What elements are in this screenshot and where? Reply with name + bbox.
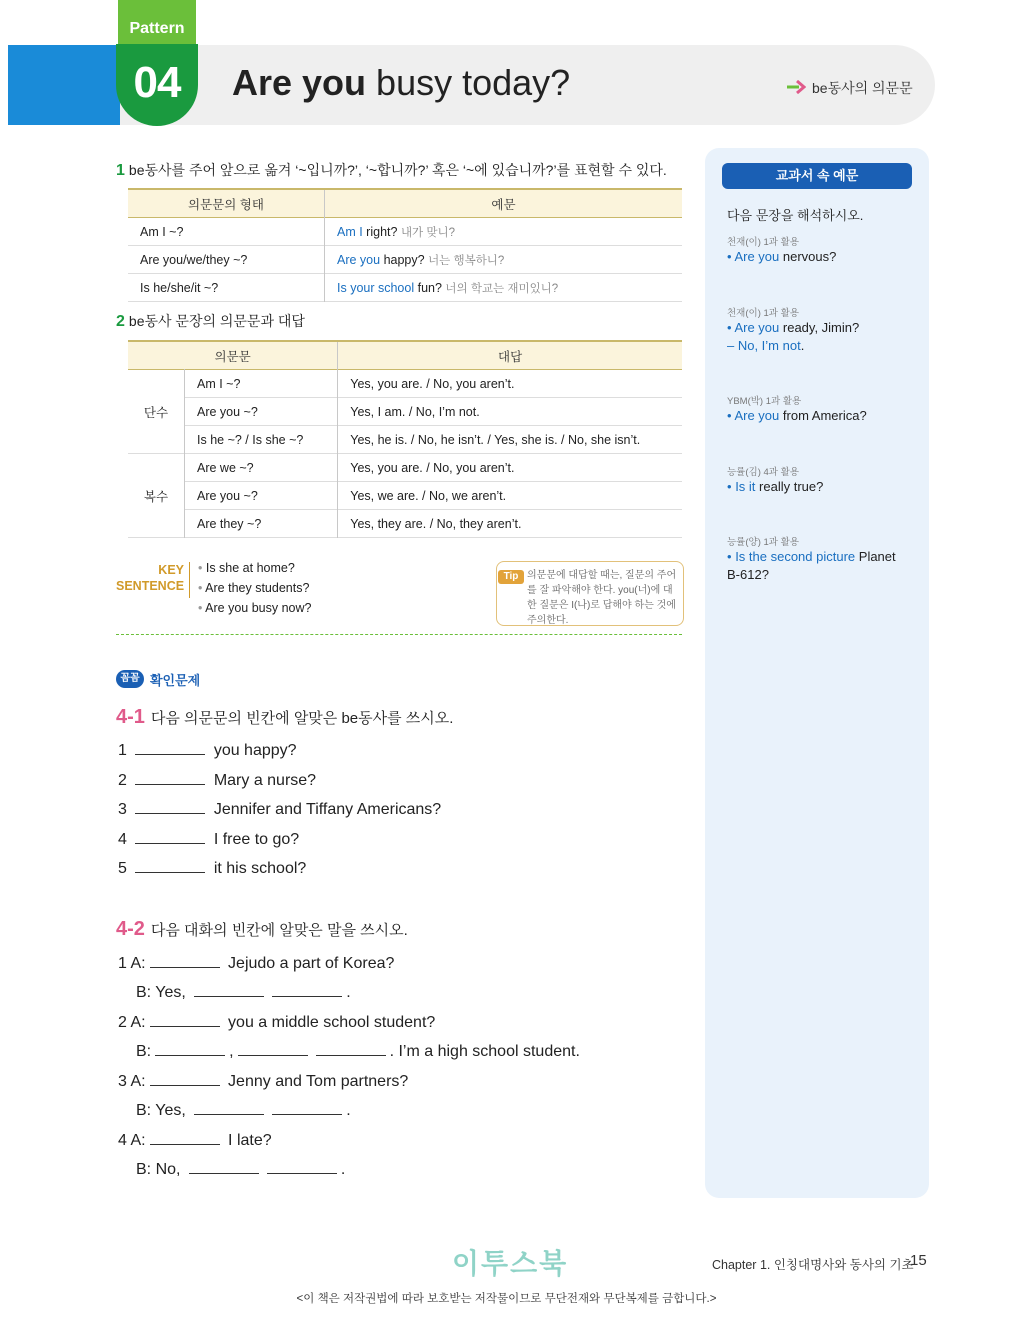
tip-badge: Tip [498, 570, 524, 584]
exercise-item: 1 you happy? [118, 742, 297, 759]
example-cell: Are you happy? 너는 행복하니? [337, 252, 505, 267]
answer-blank[interactable] [150, 953, 220, 968]
topic-label [786, 78, 913, 98]
sidebar-example: YBM(박) 1과 활용 • Are you from America? [727, 396, 867, 423]
answer-blank[interactable] [272, 982, 342, 997]
copyright-notice: <이 책은 저작권법에 따라 보호받는 저작물이므로 무단전재와 무단복제를 금합니다.> [296, 1293, 717, 1305]
question-cell: Are we ~? [185, 454, 338, 482]
dialogue-b: B: Yes, . [136, 1102, 351, 1119]
form-cell: Is he/she/it ~? [128, 274, 325, 302]
table-row [128, 482, 682, 510]
section-1-number: 1 [116, 162, 125, 179]
exercise-4-2-heading: 4-2 다음 대화의 빈칸에 알맞은 말을 쓰시오. [116, 918, 408, 940]
form-table [128, 188, 682, 302]
publisher-logo: 이투스북 [452, 1248, 569, 1279]
dialogue-a: 2 A: you a middle school student? [118, 1014, 436, 1031]
answer-blank[interactable] [135, 829, 205, 844]
question-cell: Are they ~? [185, 510, 338, 538]
dialogue-b: B: , . I’m a high school student. [136, 1043, 580, 1060]
sidebar-example: 능률(양) 1과 활용 • Is the second picture Planet B-612? [727, 537, 896, 582]
form-cell: Am I ~? [128, 218, 325, 246]
form-cell: Are you/we/they ~? [128, 246, 325, 274]
answer-blank[interactable] [194, 982, 264, 997]
answer-cell: Yes, you are. / No, you aren’t. [350, 376, 515, 391]
key-sentence-list [198, 558, 311, 618]
answer-table [128, 340, 682, 538]
dialogue-a: 3 A: Jenny and Tom partners? [118, 1073, 409, 1090]
answer-blank[interactable] [150, 1012, 220, 1027]
example-cell: Am I right? 내가 맞니? [337, 224, 455, 239]
answer-blank[interactable] [316, 1041, 386, 1056]
table-row [128, 398, 682, 426]
section-2-number: 2 [116, 313, 125, 330]
sidebar-example: 천재(이) 1과 활용 • Are you nervous? [727, 237, 837, 264]
dialogue-a: 1 A: Jejudo a part of Korea? [118, 955, 395, 972]
col-question: 의문문 [128, 341, 338, 370]
key-sentence-label: KEY SENTENCE [116, 563, 185, 593]
page-number: 15 [910, 1252, 927, 1269]
check-title: 확인문제 [150, 673, 201, 688]
answer-blank[interactable] [135, 858, 205, 873]
answer-blank[interactable] [267, 1159, 337, 1174]
exercise-item: 2 Mary a nurse? [118, 772, 317, 789]
section-divider [116, 634, 682, 635]
answer-cell: Yes, you are. / No, you aren’t. [350, 460, 515, 475]
answer-blank[interactable] [150, 1130, 220, 1145]
sidebar-example: 천재(이) 1과 활용 • Are you ready, Jimin? – No, I’m not. [727, 308, 860, 353]
answer-blank[interactable] [238, 1041, 308, 1056]
answer-cell: Yes, they are. / No, they aren’t. [350, 516, 522, 531]
pattern-label: Pattern [129, 20, 185, 37]
answer-cell: Yes, he is. / No, he isn’t. / Yes, she is. / No, she isn’t. [350, 432, 641, 447]
answer-blank[interactable] [194, 1100, 264, 1115]
section-2-text: be동사 문장의 의문문과 대답 [128, 313, 305, 329]
pattern-number: 04 [133, 58, 181, 107]
sidebar-instruction: 다음 문장을 해석하시오. [727, 208, 864, 223]
table-row [128, 510, 682, 538]
tip-text: 의문문에 대답할 때는, 질문의 주어를 잘 파악해야 한다. you(너)에 대한 질문은 I(나)로 답해야 하는 것에 주의한다. [527, 570, 677, 626]
table-row [128, 218, 682, 246]
answer-cell: Yes, we are. / No, we aren’t. [350, 488, 507, 503]
table-row [128, 454, 682, 482]
col-example: 예문 [325, 189, 683, 218]
answer-blank[interactable] [135, 740, 205, 755]
title-bold: Are you [232, 62, 367, 103]
question-cell: Are you ~? [185, 398, 338, 426]
question-cell: Are you ~? [185, 482, 338, 510]
section-2-heading [116, 311, 305, 331]
section-1-heading [116, 160, 667, 180]
key-sentence-item: • Are you busy now? [198, 598, 311, 618]
answer-blank[interactable] [150, 1071, 220, 1086]
col-answer: 대답 [338, 341, 682, 370]
check-badge: 꼼꼼 [116, 670, 144, 688]
table-row [128, 370, 682, 398]
exercise-item: 3 Jennifer and Tiffany Americans? [118, 801, 442, 818]
exercise-item: 5 it his school? [118, 860, 307, 877]
key-divider [189, 562, 190, 598]
question-cell: Am I ~? [185, 370, 338, 398]
exercise-4-1-heading: 4-1 다음 의문문의 빈칸에 알맞은 be동사를 쓰시오. [116, 706, 454, 728]
topic-text: be동사의 의문문 [812, 80, 913, 96]
col-form: 의문문의 형태 [128, 189, 325, 218]
answer-blank[interactable] [135, 770, 205, 785]
dialogue-a: 4 A: I late? [118, 1132, 272, 1149]
key-sentence-item: • Are they students? [198, 578, 311, 598]
example-cell: Is your school fun? 너의 학교는 재미있니? [337, 280, 559, 295]
title-rest: busy today? [366, 62, 571, 103]
exercise-item: 4 I free to go? [118, 831, 300, 848]
arrow-icon [786, 80, 806, 97]
sidebar-title: 교과서 속 예문 [722, 163, 912, 189]
table-row [128, 246, 682, 274]
question-cell: Is he ~? / Is she ~? [185, 426, 338, 454]
dialogue-b: B: Yes, . [136, 984, 351, 1001]
answer-blank[interactable] [135, 799, 205, 814]
table-row [128, 274, 682, 302]
answer-blank[interactable] [272, 1100, 342, 1115]
singular-label: 단수 [128, 370, 185, 454]
footer-chapter: Chapter 1. 인칭대명사와 동사의 기초 [712, 1258, 914, 1272]
key-sentence-item: • Is she at home? [198, 558, 311, 578]
dialogue-b: B: No, . [136, 1161, 346, 1178]
page-title [232, 62, 570, 104]
sidebar-example: 능률(김) 4과 활용 • Is it really true? [727, 467, 824, 494]
answer-cell: Yes, I am. / No, I’m not. [350, 404, 480, 419]
plural-label: 복수 [128, 454, 185, 538]
answer-blank[interactable] [155, 1041, 225, 1056]
table-row [128, 426, 682, 454]
answer-blank[interactable] [189, 1159, 259, 1174]
section-1-text: be동사를 주어 앞으로 옮겨 ‘~입니까?’, ‘~합니까?’ 혹은 ‘~에 있습니까?’를 표현할 수 있다. [128, 162, 667, 178]
